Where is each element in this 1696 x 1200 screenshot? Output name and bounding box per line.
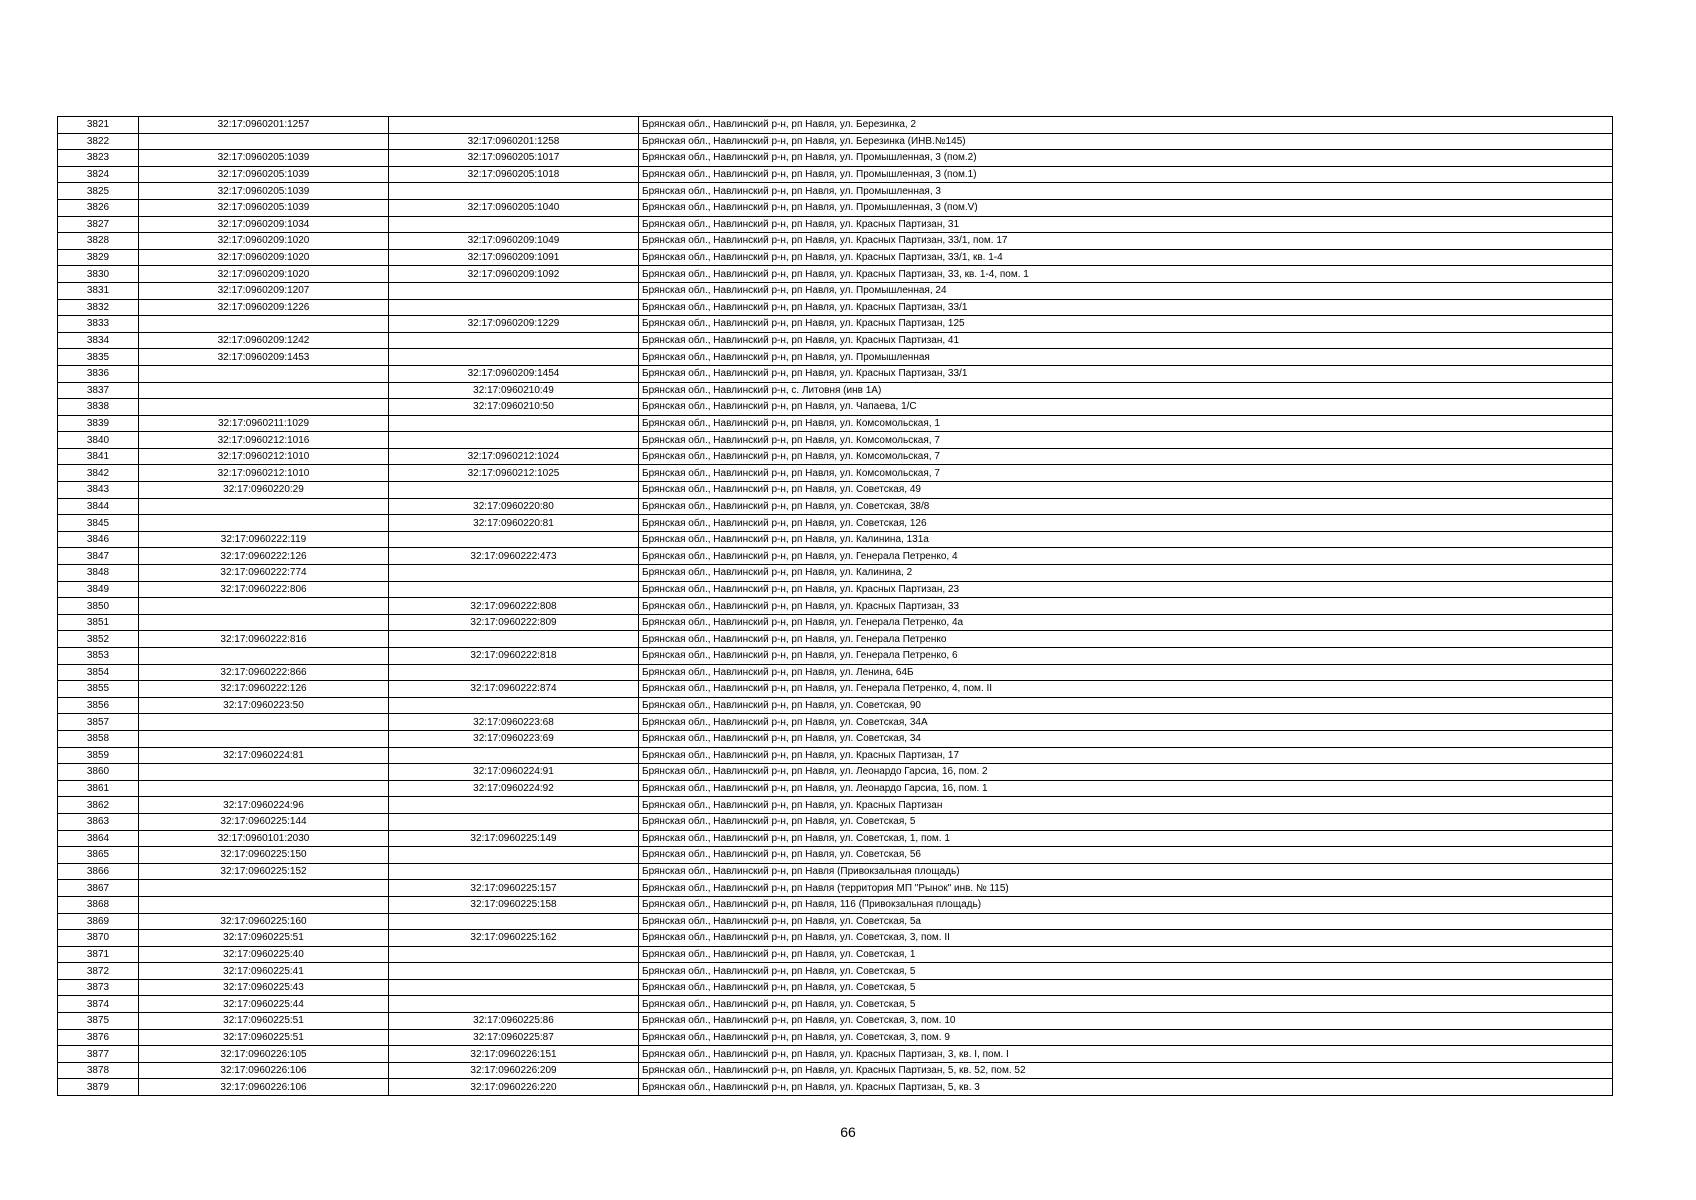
table-row: [58, 863, 1613, 880]
cadastral-number-cell: 32:17:0960205:1039: [139, 199, 389, 216]
table-row: [58, 979, 1613, 996]
row-number-cell: 3850: [58, 598, 139, 615]
related-cadastral-number-cell: 32:17:0960212:1025: [389, 465, 639, 482]
table-row: [58, 1013, 1613, 1030]
related-cadastral-number-cell: 32:17:0960209:1092: [389, 266, 639, 283]
address-cell: Брянская обл., Навлинский р-н, рп Навля, ул. Советская, 56: [639, 847, 1613, 864]
address-cell: Брянская обл., Навлинский р-н, рп Навля, ул. Красных Партизан, 33/1, кв. 1-4: [639, 249, 1613, 266]
address-cell: Брянская обл., Навлинский р-н, рп Навля (Привокзальная площадь): [639, 863, 1613, 880]
related-cadastral-number-cell: 32:17:0960225:158: [389, 896, 639, 913]
cadastral-number-cell: [139, 382, 389, 399]
cadastral-number-cell: 32:17:0960212:1010: [139, 448, 389, 465]
cadastral-number-cell: 32:17:0960222:126: [139, 681, 389, 698]
address-cell: Брянская обл., Навлинский р-н, рп Навля, ул. Ленина, 64Б: [639, 664, 1613, 681]
address-cell: Брянская обл., Навлинский р-н, рп Навля, ул. Советская, 38/8: [639, 498, 1613, 515]
row-number-cell: 3852: [58, 631, 139, 648]
address-cell: Брянская обл., Навлинский р-н, рп Навля, ул. Советская, 3, пом. 9: [639, 1029, 1613, 1046]
row-number-cell: 3843: [58, 482, 139, 499]
table-row: [58, 415, 1613, 432]
related-cadastral-number-cell: 32:17:0960226:151: [389, 1046, 639, 1063]
row-number-cell: 3847: [58, 548, 139, 565]
related-cadastral-number-cell: [389, 531, 639, 548]
address-cell: Брянская обл., Навлинский р-н, рп Навля, ул. Красных Партизан, 33/1: [639, 299, 1613, 316]
table-row: [58, 963, 1613, 980]
table-row: [58, 565, 1613, 582]
address-cell: Брянская обл., Навлинский р-н, рп Навля, ул. Генерала Петренко, 4, пом. II: [639, 681, 1613, 698]
row-number-cell: 3844: [58, 498, 139, 515]
address-cell: Брянская обл., Навлинский р-н, рп Навля, ул. Красных Партизан, 23: [639, 581, 1613, 598]
row-number-cell: 3866: [58, 863, 139, 880]
cadastral-number-cell: 32:17:0960209:1034: [139, 216, 389, 233]
cadastral-number-cell: 32:17:0960225:152: [139, 863, 389, 880]
cadastral-number-cell: 32:17:0960209:1242: [139, 332, 389, 349]
cadastral-number-cell: 32:17:0960225:51: [139, 930, 389, 947]
related-cadastral-number-cell: 32:17:0960205:1017: [389, 150, 639, 167]
row-number-cell: 3849: [58, 581, 139, 598]
row-number-cell: 3839: [58, 415, 139, 432]
related-cadastral-number-cell: 32:17:0960209:1454: [389, 365, 639, 382]
related-cadastral-number-cell: [389, 349, 639, 366]
cadastral-number-cell: 32:17:0960225:160: [139, 913, 389, 930]
address-cell: Брянская обл., Навлинский р-н, рп Навля, ул. Промышленная: [639, 349, 1613, 366]
cadastral-number-cell: 32:17:0960222:806: [139, 581, 389, 598]
row-number-cell: 3863: [58, 813, 139, 830]
address-cell: Брянская обл., Навлинский р-н, рп Навля, ул. Генерала Петренко, 4: [639, 548, 1613, 565]
page-number: 66: [840, 1124, 856, 1140]
cadastral-number-cell: 32:17:0960222:774: [139, 565, 389, 582]
cadastral-number-cell: 32:17:0960225:40: [139, 946, 389, 963]
address-cell: Брянская обл., Навлинский р-н, рп Навля, ул. Советская, 5: [639, 963, 1613, 980]
row-number-cell: 3834: [58, 332, 139, 349]
row-number-cell: 3879: [58, 1079, 139, 1096]
table-row: [58, 266, 1613, 283]
related-cadastral-number-cell: [389, 482, 639, 499]
table-row: [58, 249, 1613, 266]
table-row: [58, 316, 1613, 333]
related-cadastral-number-cell: 32:17:0960222:473: [389, 548, 639, 565]
related-cadastral-number-cell: 32:17:0960224:92: [389, 780, 639, 797]
related-cadastral-number-cell: [389, 565, 639, 582]
table-row: [58, 233, 1613, 250]
row-number-cell: 3868: [58, 896, 139, 913]
cadastral-number-cell: [139, 714, 389, 731]
address-cell: Брянская обл., Навлинский р-н, рп Навля, ул. Леонардо Гарсиа, 16, пом. 1: [639, 780, 1613, 797]
row-number-cell: 3836: [58, 365, 139, 382]
address-cell: Брянская обл., Навлинский р-н, рп Навля, ул. Красных Партизан, 3, кв. I, пом. I: [639, 1046, 1613, 1063]
cadastral-number-cell: [139, 764, 389, 781]
row-number-cell: 3842: [58, 465, 139, 482]
table-row: [58, 365, 1613, 382]
address-cell: Брянская обл., Навлинский р-н, рп Навля, ул. Промышленная, 3: [639, 183, 1613, 200]
related-cadastral-number-cell: 32:17:0960205:1018: [389, 166, 639, 183]
row-number-cell: 3833: [58, 316, 139, 333]
address-cell: Брянская обл., Навлинский р-н, рп Навля, ул. Комсомольская, 7: [639, 448, 1613, 465]
address-cell: Брянская обл., Навлинский р-н, рп Навля, ул. Красных Партизан, 33/1: [639, 365, 1613, 382]
row-number-cell: 3828: [58, 233, 139, 250]
row-number-cell: 3876: [58, 1029, 139, 1046]
address-cell: Брянская обл., Навлинский р-н, рп Навля, ул. Красных Партизан, 41: [639, 332, 1613, 349]
related-cadastral-number-cell: [389, 432, 639, 449]
related-cadastral-number-cell: 32:17:0960222:809: [389, 614, 639, 631]
table-row: [58, 813, 1613, 830]
table-row: [58, 498, 1613, 515]
related-cadastral-number-cell: [389, 299, 639, 316]
row-number-cell: 3824: [58, 166, 139, 183]
related-cadastral-number-cell: 32:17:0960209:1091: [389, 249, 639, 266]
row-number-cell: 3856: [58, 697, 139, 714]
address-cell: Брянская обл., Навлинский р-н, рп Навля, ул. Красных Партизан, 31: [639, 216, 1613, 233]
cadastral-number-cell: [139, 399, 389, 416]
related-cadastral-number-cell: 32:17:0960205:1040: [389, 199, 639, 216]
cadastral-number-cell: 32:17:0960224:81: [139, 747, 389, 764]
address-cell: Брянская обл., Навлинский р-н, рп Навля, ул. Промышленная, 3 (пом.2): [639, 150, 1613, 167]
row-number-cell: 3859: [58, 747, 139, 764]
table-row: [58, 880, 1613, 897]
cadastral-number-cell: 32:17:0960226:106: [139, 1079, 389, 1096]
related-cadastral-number-cell: 32:17:0960225:162: [389, 930, 639, 947]
related-cadastral-number-cell: [389, 581, 639, 598]
address-cell: Брянская обл., Навлинский р-н, рп Навля, ул. Красных Партизан, 5, кв. 3: [639, 1079, 1613, 1096]
address-cell: Брянская обл., Навлинский р-н, рп Навля, ул. Советская, 1: [639, 946, 1613, 963]
cadastral-number-cell: 32:17:0960222:126: [139, 548, 389, 565]
row-number-cell: 3841: [58, 448, 139, 465]
row-number-cell: 3865: [58, 847, 139, 864]
row-number-cell: 3821: [58, 117, 139, 134]
related-cadastral-number-cell: [389, 216, 639, 233]
table-row: [58, 747, 1613, 764]
table-row: [58, 797, 1613, 814]
row-number-cell: 3823: [58, 150, 139, 167]
address-cell: Брянская обл., Навлинский р-н, рп Навля, ул. Советская, 34: [639, 730, 1613, 747]
address-cell: Брянская обл., Навлинский р-н, рп Навля, ул. Советская, 3, пом. II: [639, 930, 1613, 947]
cadastral-number-cell: [139, 880, 389, 897]
address-cell: Брянская обл., Навлинский р-н, рп Навля, ул. Калинина, 2: [639, 565, 1613, 582]
table-row: [58, 548, 1613, 565]
cadastral-number-cell: 32:17:0960225:51: [139, 1013, 389, 1030]
address-cell: Брянская обл., Навлинский р-н, рп Навля, ул. Генерала Петренко: [639, 631, 1613, 648]
table-row: [58, 349, 1613, 366]
row-number-cell: 3853: [58, 648, 139, 665]
related-cadastral-number-cell: [389, 979, 639, 996]
row-number-cell: 3858: [58, 730, 139, 747]
address-cell: Брянская обл., Навлинский р-н, рп Навля, ул. Советская, 90: [639, 697, 1613, 714]
address-cell: Брянская обл., Навлинский р-н, рп Навля, ул. Березинка (ИНВ.№145): [639, 133, 1613, 150]
cadastral-number-cell: 32:17:0960211:1029: [139, 415, 389, 432]
cadastral-number-cell: [139, 515, 389, 532]
cadastral-number-cell: [139, 648, 389, 665]
table-row: [58, 299, 1613, 316]
related-cadastral-number-cell: [389, 813, 639, 830]
related-cadastral-number-cell: [389, 332, 639, 349]
row-number-cell: 3835: [58, 349, 139, 366]
related-cadastral-number-cell: [389, 797, 639, 814]
table-row: [58, 631, 1613, 648]
table-row: [58, 598, 1613, 615]
address-cell: Брянская обл., Навлинский р-н, рп Навля, ул. Промышленная, 3 (пом.1): [639, 166, 1613, 183]
row-number-cell: 3872: [58, 963, 139, 980]
row-number-cell: 3862: [58, 797, 139, 814]
address-cell: Брянская обл., Навлинский р-н, рп Навля, ул. Красных Партизан, 5, кв. 52, пом. 52: [639, 1062, 1613, 1079]
row-number-cell: 3829: [58, 249, 139, 266]
cadastral-number-cell: 32:17:0960205:1039: [139, 150, 389, 167]
cadastral-number-cell: 32:17:0960209:1453: [139, 349, 389, 366]
cadastral-number-cell: 32:17:0960209:1226: [139, 299, 389, 316]
table-row: [58, 764, 1613, 781]
row-number-cell: 3874: [58, 996, 139, 1013]
table-row: [58, 448, 1613, 465]
address-cell: Брянская обл., Навлинский р-н, рп Навля, ул. Советская, 5: [639, 996, 1613, 1013]
table-row: [58, 465, 1613, 482]
table-row: [58, 697, 1613, 714]
cadastral-number-cell: [139, 133, 389, 150]
related-cadastral-number-cell: [389, 863, 639, 880]
row-number-cell: 3869: [58, 913, 139, 930]
table-row: [58, 714, 1613, 731]
row-number-cell: 3854: [58, 664, 139, 681]
related-cadastral-number-cell: 32:17:0960209:1049: [389, 233, 639, 250]
related-cadastral-number-cell: 32:17:0960209:1229: [389, 316, 639, 333]
table-row: [58, 1079, 1613, 1096]
related-cadastral-number-cell: [389, 963, 639, 980]
table-row: [58, 847, 1613, 864]
row-number-cell: 3860: [58, 764, 139, 781]
table-row: [58, 399, 1613, 416]
related-cadastral-number-cell: [389, 631, 639, 648]
row-number-cell: 3840: [58, 432, 139, 449]
related-cadastral-number-cell: 32:17:0960210:50: [389, 399, 639, 416]
related-cadastral-number-cell: [389, 664, 639, 681]
address-cell: Брянская обл., Навлинский р-н, рп Навля, ул. Красных Партизан, 33: [639, 598, 1613, 615]
related-cadastral-number-cell: [389, 415, 639, 432]
related-cadastral-number-cell: 32:17:0960220:80: [389, 498, 639, 515]
row-number-cell: 3851: [58, 614, 139, 631]
address-cell: Брянская обл., Навлинский р-н, рп Навля, ул. Советская, 49: [639, 482, 1613, 499]
related-cadastral-number-cell: 32:17:0960212:1024: [389, 448, 639, 465]
row-number-cell: 3870: [58, 930, 139, 947]
row-number-cell: 3825: [58, 183, 139, 200]
cadastral-number-cell: [139, 614, 389, 631]
related-cadastral-number-cell: 32:17:0960222:874: [389, 681, 639, 698]
cadastral-number-cell: 32:17:0960225:144: [139, 813, 389, 830]
table-row: [58, 730, 1613, 747]
row-number-cell: 3877: [58, 1046, 139, 1063]
cadastral-number-cell: 32:17:0960226:106: [139, 1062, 389, 1079]
related-cadastral-number-cell: 32:17:0960226:220: [389, 1079, 639, 1096]
row-number-cell: 3855: [58, 681, 139, 698]
row-number-cell: 3837: [58, 382, 139, 399]
row-number-cell: 3832: [58, 299, 139, 316]
table-body: [58, 117, 1613, 1096]
cadastral-number-cell: 32:17:0960205:1039: [139, 166, 389, 183]
address-cell: Брянская обл., Навлинский р-н, рп Навля, ул. Леонардо Гарсиа, 16, пом. 2: [639, 764, 1613, 781]
address-cell: Брянская обл., Навлинский р-н, рп Навля, ул. Советская, 5а: [639, 913, 1613, 930]
row-number-cell: 3871: [58, 946, 139, 963]
related-cadastral-number-cell: [389, 697, 639, 714]
cadastral-number-cell: 32:17:0960225:41: [139, 963, 389, 980]
cadastral-number-cell: 32:17:0960225:43: [139, 979, 389, 996]
row-number-cell: 3861: [58, 780, 139, 797]
address-cell: Брянская обл., Навлинский р-н, рп Навля, ул. Генерала Петренко, 4а: [639, 614, 1613, 631]
address-cell: Брянская обл., Навлинский р-н, рп Навля, ул. Березинка, 2: [639, 117, 1613, 134]
related-cadastral-number-cell: 32:17:0960225:157: [389, 880, 639, 897]
table-row: [58, 664, 1613, 681]
cadastral-number-cell: 32:17:0960205:1039: [139, 183, 389, 200]
address-cell: Брянская обл., Навлинский р-н, рп Навля, ул. Промышленная, 24: [639, 282, 1613, 299]
related-cadastral-number-cell: 32:17:0960220:81: [389, 515, 639, 532]
address-cell: Брянская обл., Навлинский р-н, рп Навля, ул. Красных Партизан, 17: [639, 747, 1613, 764]
cadastral-number-cell: 32:17:0960201:1257: [139, 117, 389, 134]
related-cadastral-number-cell: 32:17:0960223:68: [389, 714, 639, 731]
table-row: [58, 830, 1613, 847]
table-row: [58, 183, 1613, 200]
table-row: [58, 614, 1613, 631]
cadastral-number-cell: 32:17:0960209:1020: [139, 249, 389, 266]
table-row: [58, 150, 1613, 167]
table-row: [58, 930, 1613, 947]
table-row: [58, 166, 1613, 183]
cadastral-number-cell: [139, 598, 389, 615]
table-row: [58, 581, 1613, 598]
related-cadastral-number-cell: 32:17:0960225:86: [389, 1013, 639, 1030]
table-row: [58, 133, 1613, 150]
table-row: [58, 531, 1613, 548]
cadastral-number-cell: 32:17:0960222:816: [139, 631, 389, 648]
related-cadastral-number-cell: [389, 747, 639, 764]
row-number-cell: 3864: [58, 830, 139, 847]
address-cell: Брянская обл., Навлинский р-н, рп Навля, ул. Советская, 1, пом. 1: [639, 830, 1613, 847]
table-row: [58, 515, 1613, 532]
related-cadastral-number-cell: 32:17:0960225:87: [389, 1029, 639, 1046]
cadastral-number-cell: [139, 365, 389, 382]
address-cell: Брянская обл., Навлинский р-н, рп Навля, ул. Чапаева, 1/С: [639, 399, 1613, 416]
address-cell: Брянская обл., Навлинский р-н, рп Навля, ул. Советская, 5: [639, 813, 1613, 830]
table-row: [58, 648, 1613, 665]
cadastral-number-cell: 32:17:0960212:1010: [139, 465, 389, 482]
row-number-cell: 3838: [58, 399, 139, 416]
table-row: [58, 482, 1613, 499]
address-cell: Брянская обл., Навлинский р-н, рп Навля, ул. Советская, 3, пом. 10: [639, 1013, 1613, 1030]
related-cadastral-number-cell: [389, 946, 639, 963]
address-cell: Брянская обл., Навлинский р-н, рп Навля, ул. Красных Партизан, 33, кв. 1-4, пом. 1: [639, 266, 1613, 283]
cadastral-number-cell: 32:17:0960101:2030: [139, 830, 389, 847]
table-row: [58, 1062, 1613, 1079]
address-cell: Брянская обл., Навлинский р-н, рп Навля, ул. Комсомольская, 1: [639, 415, 1613, 432]
related-cadastral-number-cell: 32:17:0960222:818: [389, 648, 639, 665]
table-row: [58, 382, 1613, 399]
row-number-cell: 3875: [58, 1013, 139, 1030]
address-cell: Брянская обл., Навлинский р-н, рп Навля, ул. Советская, 5: [639, 979, 1613, 996]
cadastral-number-cell: 32:17:0960225:51: [139, 1029, 389, 1046]
table-row: [58, 996, 1613, 1013]
related-cadastral-number-cell: 32:17:0960224:91: [389, 764, 639, 781]
table-row: [58, 896, 1613, 913]
table-row: [58, 216, 1613, 233]
address-cell: Брянская обл., Навлинский р-н, рп Навля, ул. Калинина, 131а: [639, 531, 1613, 548]
cadastral-number-cell: 32:17:0960225:44: [139, 996, 389, 1013]
row-number-cell: 3878: [58, 1062, 139, 1079]
cadastral-number-cell: 32:17:0960222:866: [139, 664, 389, 681]
related-cadastral-number-cell: 32:17:0960210:49: [389, 382, 639, 399]
cadastral-number-cell: 32:17:0960220:29: [139, 482, 389, 499]
cadastral-number-cell: 32:17:0960209:1020: [139, 233, 389, 250]
related-cadastral-number-cell: [389, 913, 639, 930]
table-row: [58, 199, 1613, 216]
row-number-cell: 3873: [58, 979, 139, 996]
cadastral-number-cell: 32:17:0960223:50: [139, 697, 389, 714]
table-row: [58, 780, 1613, 797]
cadastral-number-cell: [139, 730, 389, 747]
row-number-cell: 3827: [58, 216, 139, 233]
row-number-cell: 3822: [58, 133, 139, 150]
cadastral-number-cell: 32:17:0960222:119: [139, 531, 389, 548]
property-table: [57, 116, 1613, 1096]
table-row: [58, 282, 1613, 299]
table-row: [58, 913, 1613, 930]
table-row: [58, 1046, 1613, 1063]
cadastral-number-cell: 32:17:0960226:105: [139, 1046, 389, 1063]
related-cadastral-number-cell: [389, 996, 639, 1013]
cadastral-number-cell: [139, 498, 389, 515]
address-cell: Брянская обл., Навлинский р-н, рп Навля, ул. Красных Партизан: [639, 797, 1613, 814]
related-cadastral-number-cell: 32:17:0960201:1258: [389, 133, 639, 150]
table-row: [58, 681, 1613, 698]
address-cell: Брянская обл., Навлинский р-н, рп Навля, ул. Промышленная, 3 (пом.V): [639, 199, 1613, 216]
related-cadastral-number-cell: [389, 117, 639, 134]
cadastral-number-cell: 32:17:0960224:96: [139, 797, 389, 814]
table-row: [58, 946, 1613, 963]
table-row: [58, 432, 1613, 449]
row-number-cell: 3848: [58, 565, 139, 582]
table-row: [58, 117, 1613, 134]
address-cell: Брянская обл., Навлинский р-н, рп Навля, ул. Красных Партизан, 33/1, пом. 17: [639, 233, 1613, 250]
row-number-cell: 3846: [58, 531, 139, 548]
address-cell: Брянская обл., Навлинский р-н, рп Навля, ул. Советская, 34А: [639, 714, 1613, 731]
related-cadastral-number-cell: 32:17:0960226:209: [389, 1062, 639, 1079]
address-cell: Брянская обл., Навлинский р-н, рп Навля, ул. Красных Партизан, 125: [639, 316, 1613, 333]
related-cadastral-number-cell: 32:17:0960223:69: [389, 730, 639, 747]
row-number-cell: 3857: [58, 714, 139, 731]
address-cell: Брянская обл., Навлинский р-н, рп Навля, ул. Комсомольская, 7: [639, 465, 1613, 482]
row-number-cell: 3845: [58, 515, 139, 532]
row-number-cell: 3831: [58, 282, 139, 299]
related-cadastral-number-cell: 32:17:0960222:808: [389, 598, 639, 615]
address-cell: Брянская обл., Навлинский р-н, рп Навля, 116 (Привокзальная площадь): [639, 896, 1613, 913]
cadastral-number-cell: 32:17:0960225:150: [139, 847, 389, 864]
cadastral-number-cell: [139, 780, 389, 797]
related-cadastral-number-cell: 32:17:0960225:149: [389, 830, 639, 847]
row-number-cell: 3867: [58, 880, 139, 897]
address-cell: Брянская обл., Навлинский р-н, рп Навля, ул. Советская, 126: [639, 515, 1613, 532]
cadastral-number-cell: 32:17:0960209:1207: [139, 282, 389, 299]
table-row: [58, 1029, 1613, 1046]
address-cell: Брянская обл., Навлинский р-н, с. Литовня (инв 1А): [639, 382, 1613, 399]
row-number-cell: 3830: [58, 266, 139, 283]
cadastral-number-cell: [139, 316, 389, 333]
address-cell: Брянская обл., Навлинский р-н, рп Навля (территория МП "Рынок" инв. № 115): [639, 880, 1613, 897]
related-cadastral-number-cell: [389, 847, 639, 864]
related-cadastral-number-cell: [389, 282, 639, 299]
row-number-cell: 3826: [58, 199, 139, 216]
address-cell: Брянская обл., Навлинский р-н, рп Навля, ул. Комсомольская, 7: [639, 432, 1613, 449]
table-row: [58, 332, 1613, 349]
cadastral-number-cell: 32:17:0960212:1016: [139, 432, 389, 449]
cadastral-number-cell: [139, 896, 389, 913]
cadastral-number-cell: 32:17:0960209:1020: [139, 266, 389, 283]
related-cadastral-number-cell: [389, 183, 639, 200]
address-cell: Брянская обл., Навлинский р-н, рп Навля, ул. Генерала Петренко, 6: [639, 648, 1613, 665]
